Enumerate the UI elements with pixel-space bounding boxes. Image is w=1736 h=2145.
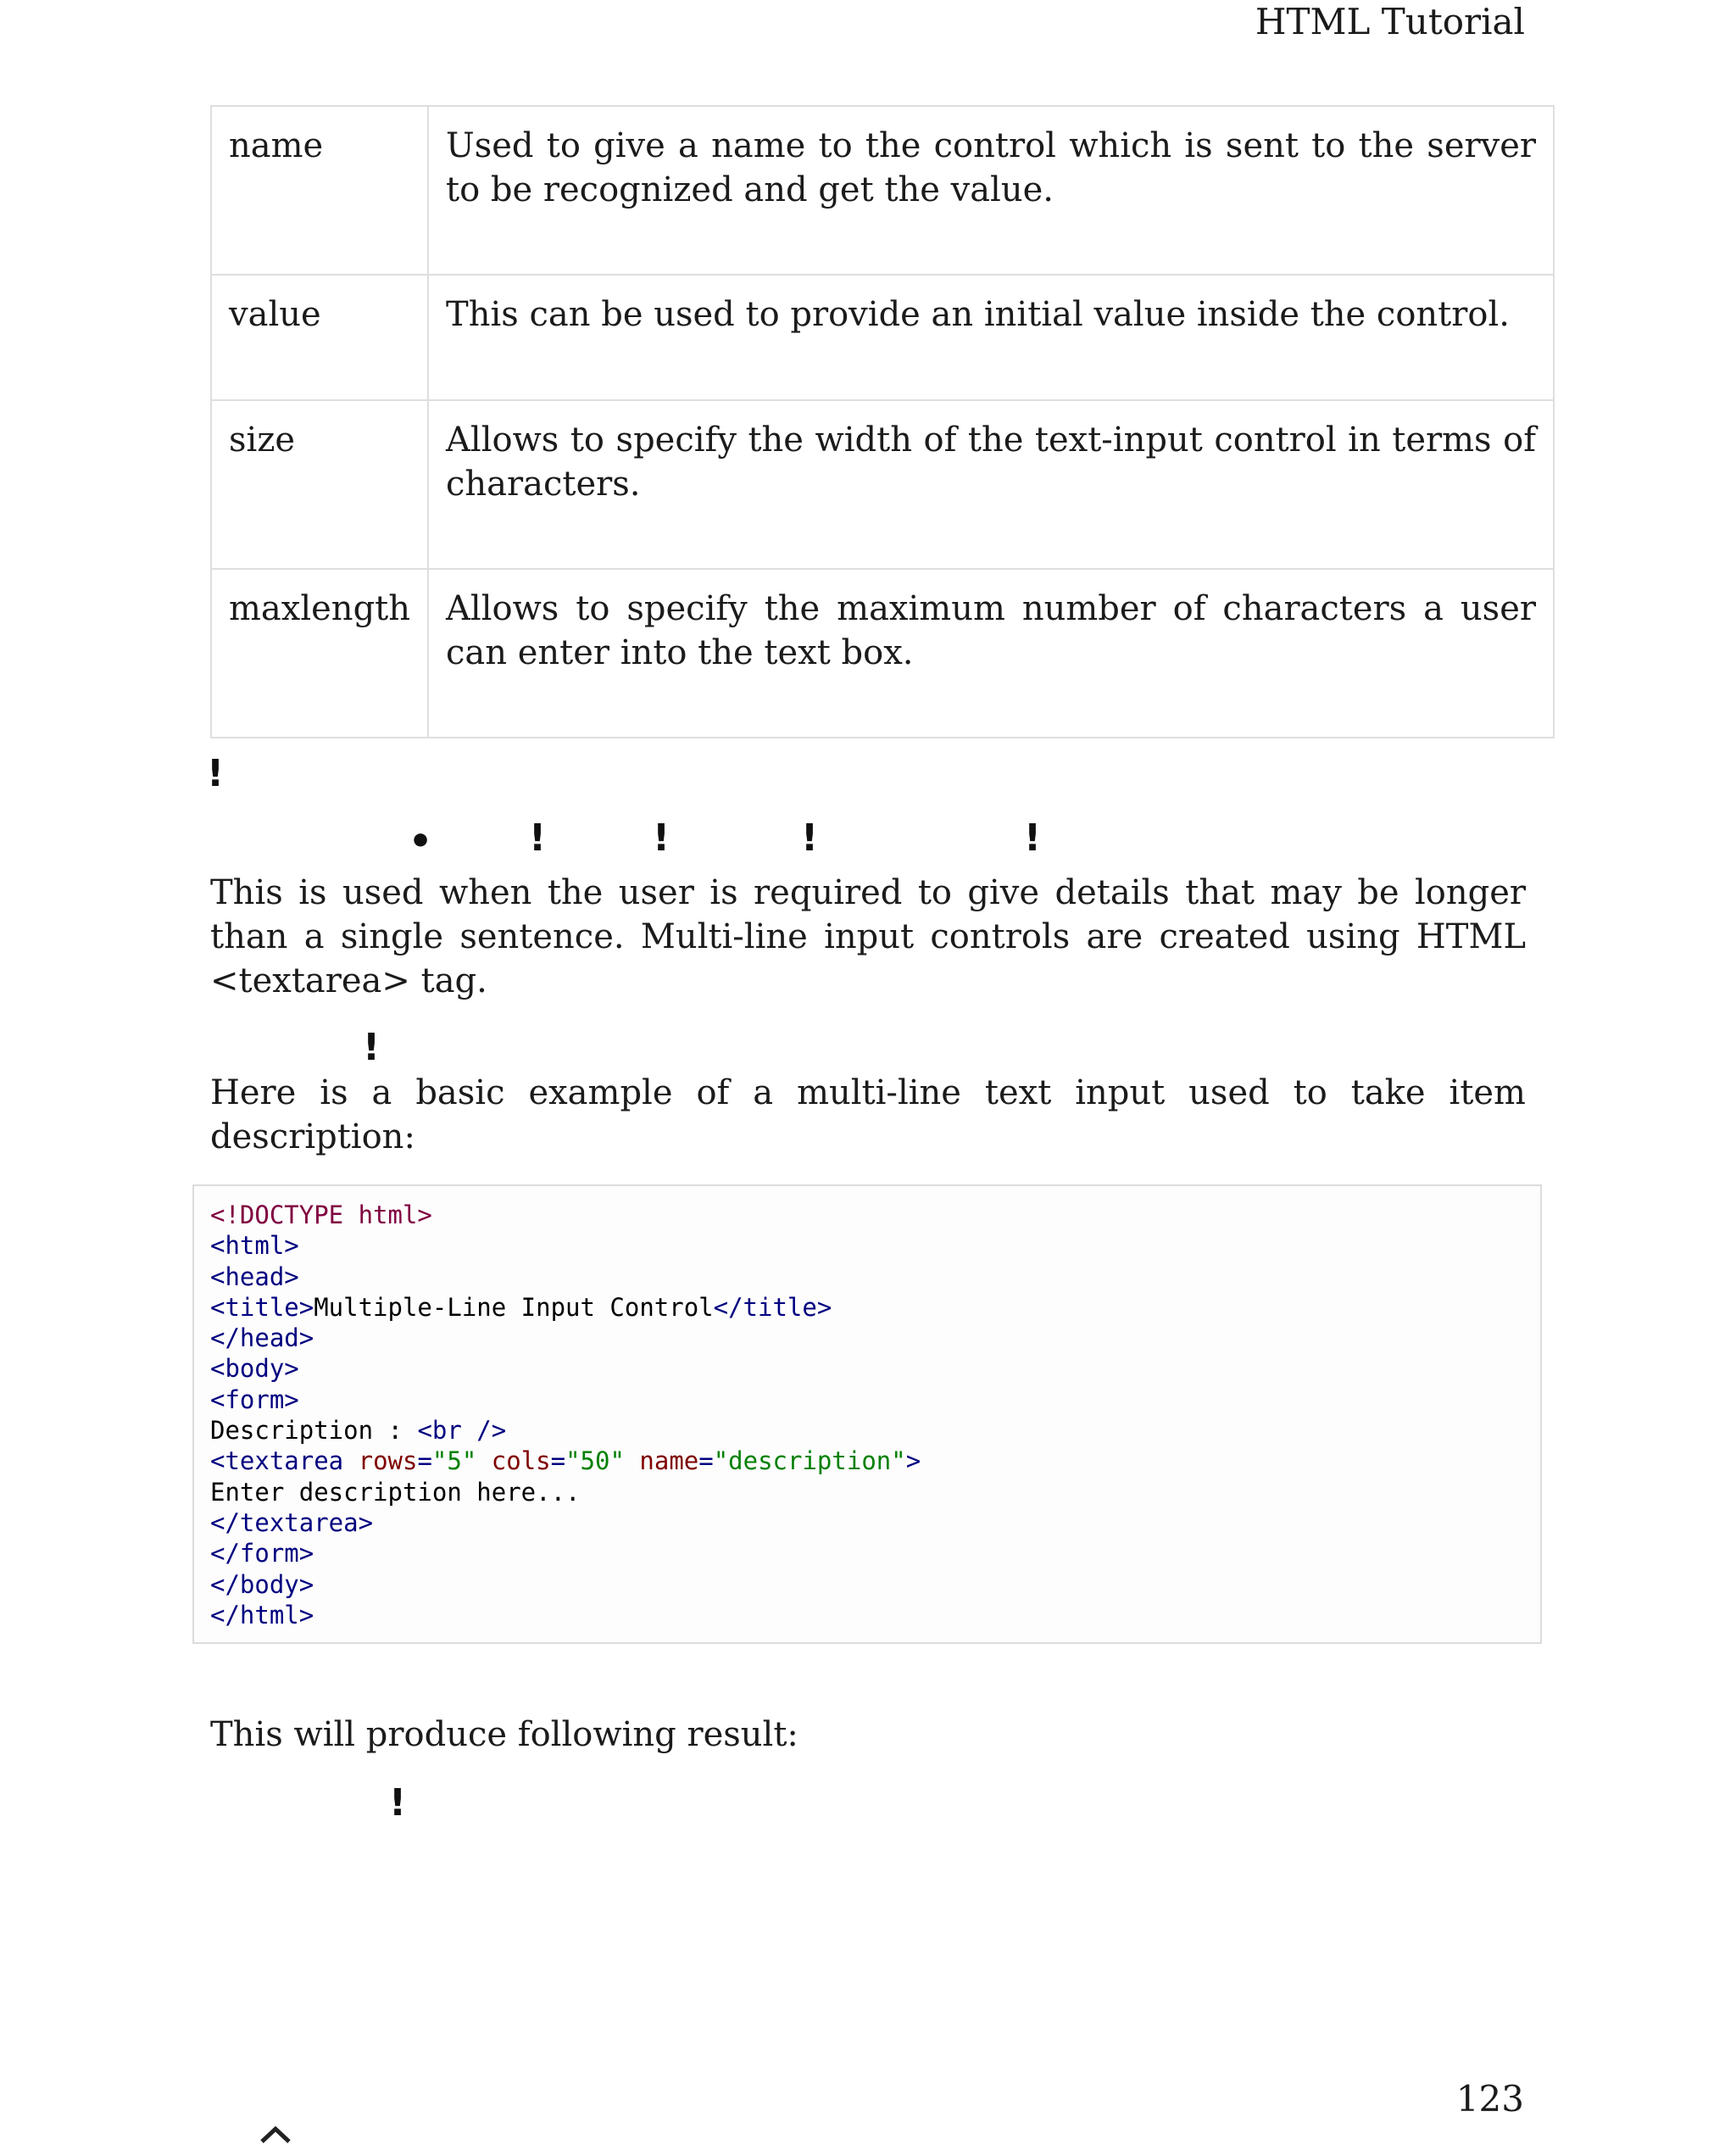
result-marker: ! bbox=[389, 1781, 407, 1825]
code-tag: <head> bbox=[210, 1262, 299, 1291]
heading-bullet: • bbox=[409, 820, 433, 863]
attribute-name-cell: maxlength bbox=[211, 569, 428, 738]
attribute-description-cell: Allows to specify the width of the text-input control in terms of characters. bbox=[428, 400, 1554, 569]
intro-paragraph: This is used when the user is required to give details that may be longer than a single sentence. Multi-line input controls are created using HTML <textarea> tag. bbox=[210, 873, 1526, 1000]
code-tag: <html> bbox=[210, 1231, 299, 1261]
heading-mark: ! bbox=[801, 816, 819, 860]
code-listing bbox=[210, 1200, 921, 1630]
running-header: HTML Tutorial bbox=[1255, 1, 1525, 42]
code-doctype: <!DOCTYPE html> bbox=[210, 1201, 432, 1229]
code-attr: name bbox=[639, 1446, 699, 1476]
code-value: "50" bbox=[565, 1446, 625, 1476]
code-eq: = bbox=[698, 1446, 714, 1476]
table-row bbox=[211, 106, 1554, 275]
code-eq: = bbox=[550, 1446, 566, 1476]
caret-up-icon[interactable] bbox=[259, 2125, 292, 2145]
table-row bbox=[211, 275, 1554, 400]
code-tag: </html> bbox=[210, 1600, 314, 1630]
code-tag: <body> bbox=[210, 1354, 299, 1384]
code-tag: </head> bbox=[210, 1323, 314, 1353]
attributes-table bbox=[210, 105, 1555, 738]
attribute-name-cell: size bbox=[211, 400, 428, 569]
heading-mark: ! bbox=[1024, 816, 1042, 860]
code-eq: = bbox=[417, 1446, 432, 1476]
code-tag: </form> bbox=[210, 1539, 314, 1568]
code-tag: <textarea bbox=[210, 1446, 344, 1476]
heading-mark: ! bbox=[529, 816, 547, 860]
code-tag: > bbox=[905, 1446, 921, 1476]
result-text: This will produce following result: bbox=[210, 1715, 798, 1754]
code-tag: </title> bbox=[713, 1292, 832, 1322]
attribute-name-cell: value bbox=[211, 275, 428, 400]
attribute-description-cell: This can be used to provide an initial value inside the control. bbox=[428, 275, 1554, 400]
code-text: Description : bbox=[210, 1416, 418, 1446]
code-tag: <br /> bbox=[417, 1416, 507, 1446]
code-tag: </textarea> bbox=[210, 1507, 374, 1537]
example-intro: Here is a basic example of a multi-line text input used to take item description: bbox=[210, 1073, 1526, 1156]
example-marker: ! bbox=[363, 1026, 381, 1069]
heading-mark: ! bbox=[653, 816, 670, 860]
code-attr: cols bbox=[491, 1446, 551, 1476]
section-marker: ! bbox=[207, 752, 225, 795]
page-number: 123 bbox=[1455, 2078, 1524, 2120]
code-tag: <title> bbox=[210, 1292, 314, 1322]
code-tag: <form> bbox=[210, 1384, 299, 1414]
code-value: "5" bbox=[431, 1446, 477, 1476]
attribute-name-cell: name bbox=[211, 106, 428, 275]
code-value: "description" bbox=[713, 1446, 906, 1476]
code-text: Multiple-Line Input Control bbox=[314, 1292, 714, 1322]
code-attr: rows bbox=[358, 1446, 418, 1476]
table-row bbox=[211, 400, 1554, 569]
code-block bbox=[192, 1184, 1542, 1644]
code-tag: </body> bbox=[210, 1569, 314, 1599]
table-row bbox=[211, 569, 1554, 738]
code-text: Enter description here... bbox=[210, 1477, 581, 1507]
attribute-description-cell: Used to give a name to the control which is sent to the server to be recognized and get the value. bbox=[428, 106, 1554, 275]
attribute-description-cell: Allows to specify the maximum number of characters a user can enter into the text box. bbox=[428, 569, 1554, 738]
